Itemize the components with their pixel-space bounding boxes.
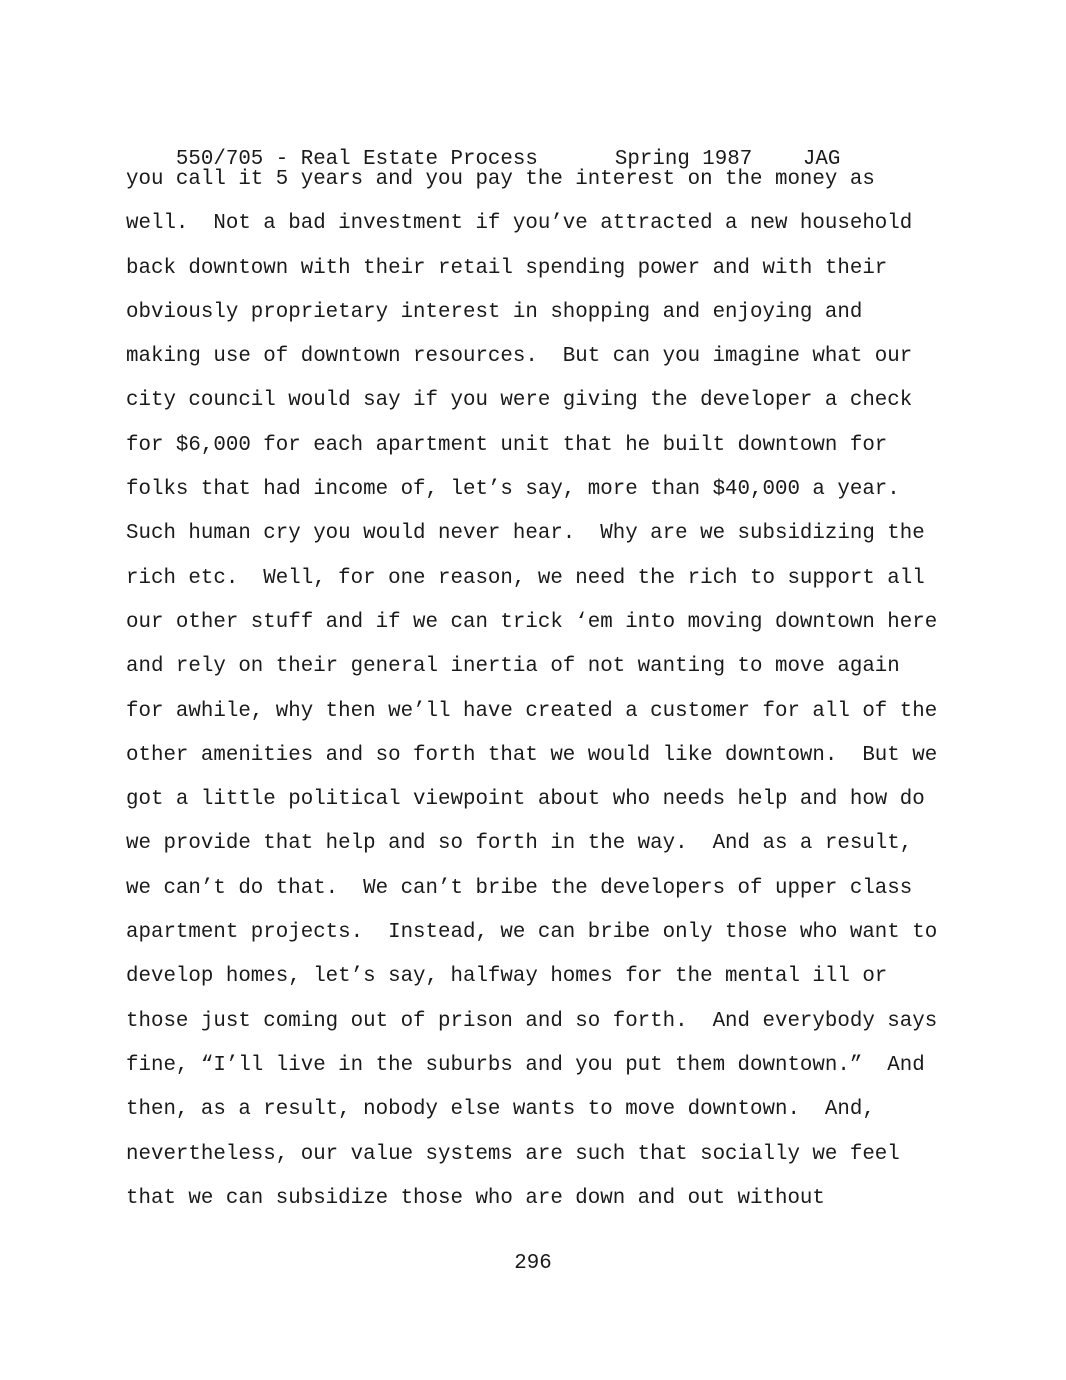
- text-line: develop homes, let’s say, halfway homes for the mental ill or: [126, 965, 888, 989]
- text-line: apartment projects. Instead, we can bribe only those who want to: [126, 921, 938, 945]
- transcript-body: [126, 164, 937, 1227]
- text-line: making use of downtown resources. But can you imagine what our: [126, 345, 913, 369]
- text-line: that we can subsidize those who are down and out without: [126, 1186, 825, 1210]
- text-line: rich etc. Well, for one reason, we need the rich to support all: [126, 566, 925, 590]
- text-line: our other stuff and if we can trick ‘em into moving downtown here: [126, 610, 938, 634]
- text-line: for awhile, why then we’ll have created a customer for all of the: [126, 699, 938, 723]
- text-line: you call it 5 years and you pay the interest on the money as: [126, 168, 875, 191]
- text-line: we can’t do that. We can’t bribe the developers of upper class: [126, 876, 913, 900]
- text-line: nevertheless, our value systems are such that socially we feel: [126, 1142, 900, 1166]
- text-line: city council would say if you were giving the developer a check: [126, 389, 913, 413]
- author-initials: JAG: [802, 148, 841, 171]
- term-label: Spring 1987: [614, 148, 753, 171]
- text-line: obviously proprietary interest in shopping and enjoying and: [126, 300, 863, 324]
- text-line: for $6,000 for each apartment unit that he built downtown for: [126, 433, 888, 457]
- course-title: 550/705 - Real Estate Process: [175, 148, 538, 171]
- text-line: got a little political viewpoint about who needs help and how do: [126, 788, 925, 812]
- text-line: those just coming out of prison and so forth. And everybody says: [126, 1009, 938, 1033]
- text-line: well. Not a bad investment if you’ve attracted a new household: [126, 212, 913, 236]
- text-line: we provide that help and so forth in the way. And as a result,: [126, 832, 913, 856]
- text-line: fine, “I’ll live in the suburbs and you put them downtown.” And: [126, 1053, 925, 1077]
- text-line: then, as a result, nobody else wants to move downtown. And,: [126, 1098, 875, 1122]
- text-line: folks that had income of, let’s say, more than $40,000 a year.: [126, 478, 900, 502]
- text-line: Such human cry you would never hear. Why are we subsidizing the: [126, 522, 925, 546]
- text-line: and rely on their general inertia of not wanting to move again: [126, 655, 900, 679]
- text-line: back downtown with their retail spending power and with their: [126, 256, 888, 280]
- text-line: other amenities and so forth that we would like downtown. But we: [126, 743, 938, 767]
- page-number: 296: [514, 1252, 552, 1275]
